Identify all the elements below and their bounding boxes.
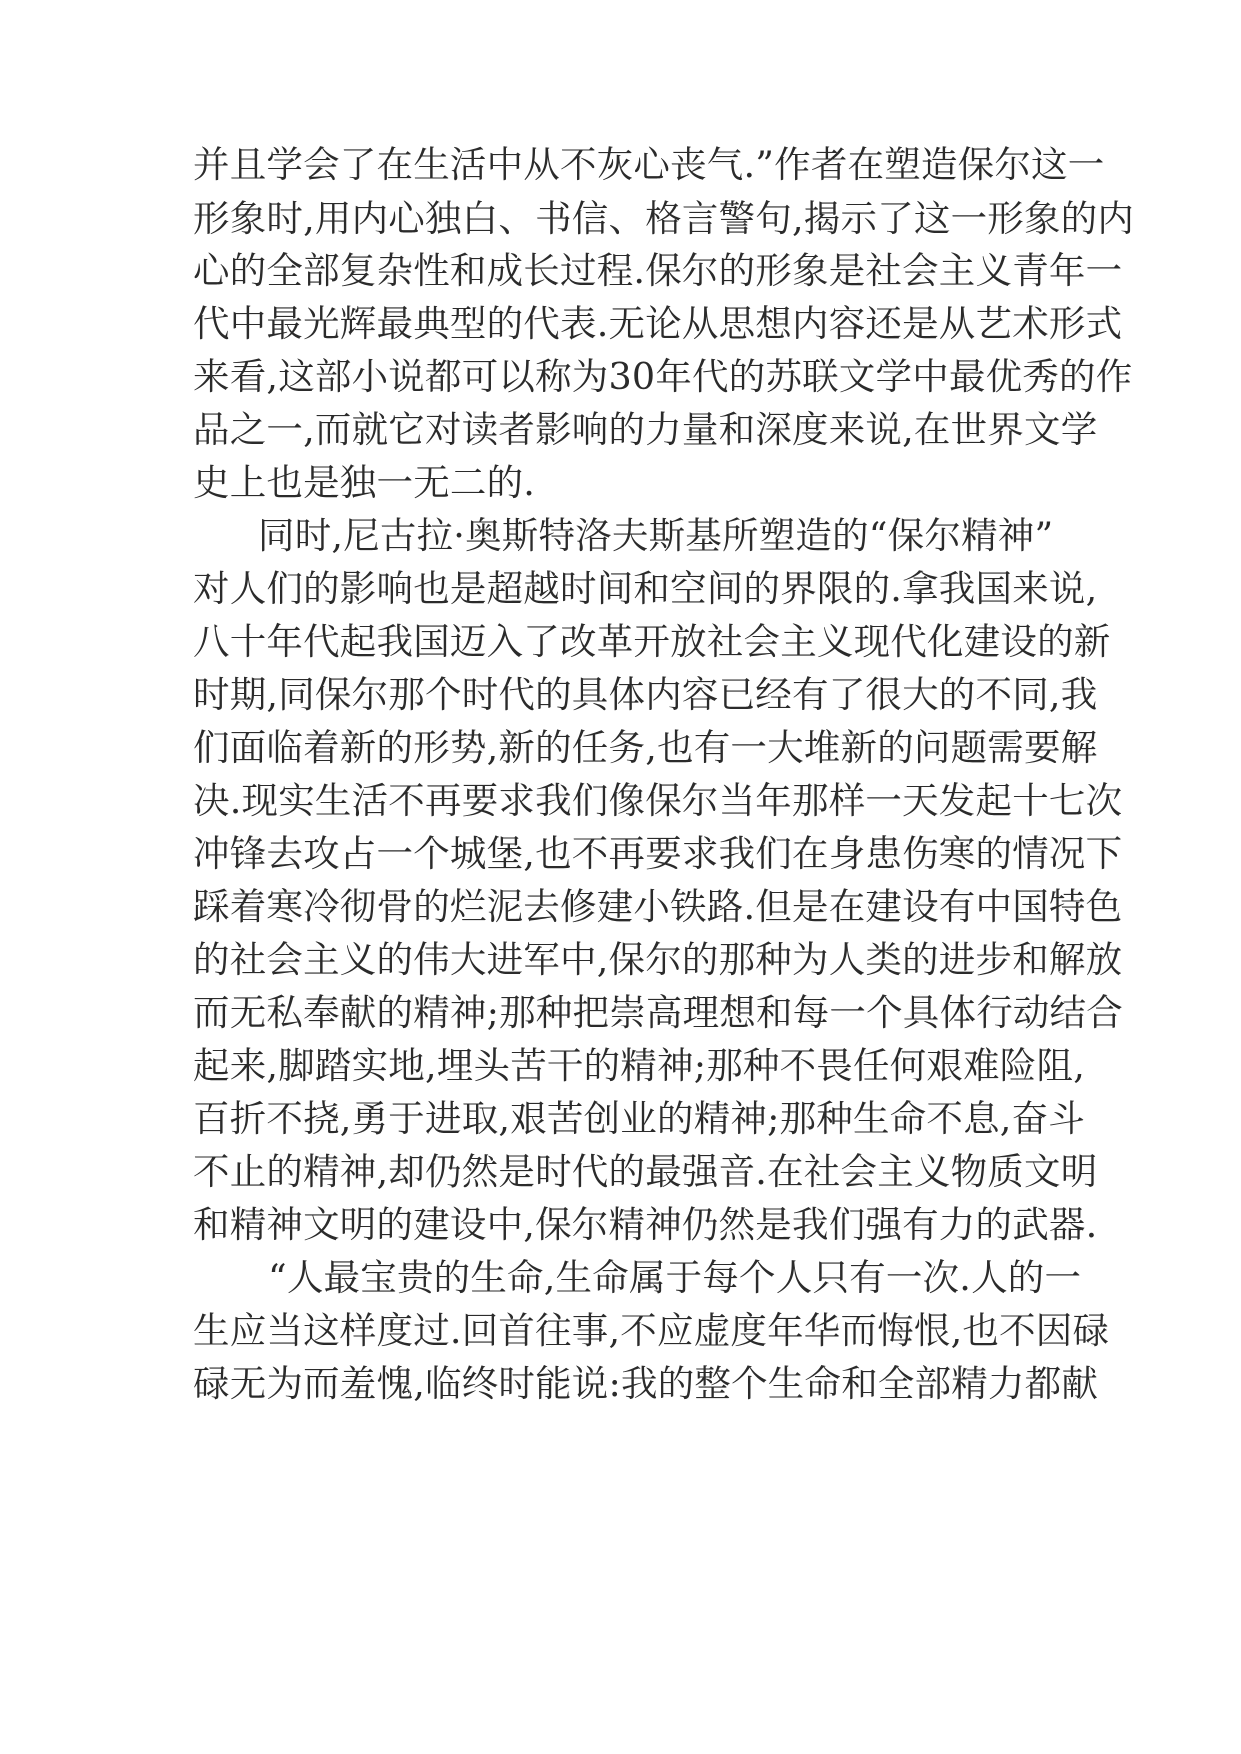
text-line-14: 冲锋去攻占一个城堡,也不再要求我们在身患伤寒的情况下	[193, 832, 1123, 875]
text-line-1: 并且学会了在生活中从不灰心丧气.”作者在塑造保尔这一	[193, 143, 1105, 186]
text-line-4: 代中最光辉最典型的代表.无论从思想内容还是从艺术形式	[193, 302, 1123, 345]
text-line-18: 起来,脚踏实地,埋头苦干的精神;那种不畏任何艰难险阻,	[193, 1044, 1086, 1087]
text-line-6: 品之一,而就它对读者影响的力量和深度来说,在世界文学	[193, 408, 1098, 451]
text-line-5: 来看,这部小说都可以称为30年代的苏联文学中最优秀的作	[193, 355, 1133, 398]
text-line-20: 不止的精神,却仍然是时代的最强音.在社会主义物质文明	[193, 1150, 1098, 1193]
text-line-23: 生应当这样度过.回首往事,不应虚度年华而悔恨,也不因碌	[193, 1309, 1110, 1352]
text-line-19: 百折不挠,勇于进取,艰苦创业的精神;那种生命不息,奋斗	[193, 1097, 1086, 1140]
text-line-7: 史上也是独一无二的.	[193, 461, 536, 504]
paragraph-3-line-1: “人最宝贵的生命,生命属于每个人只有一次.人的一	[268, 1256, 1082, 1299]
text-line-9: 对人们的影响也是超越时间和空间的界限的.拿我国来说,	[193, 567, 1098, 610]
text-line-24: 碌无为而羞愧,临终时能说:我的整个生命和全部精力都献	[193, 1362, 1099, 1405]
text-line-3: 心的全部复杂性和成长过程.保尔的形象是社会主义青年一	[193, 249, 1123, 292]
text-line-15: 踩着寒冷彻骨的烂泥去修建小铁路.但是在建设有中国特色	[193, 885, 1123, 928]
text-line-10: 八十年代起我国迈入了改革开放社会主义现代化建设的新	[193, 620, 1111, 663]
text-line-12: 们面临着新的形势,新的任务,也有一大堆新的问题需要解	[193, 726, 1098, 769]
text-line-17: 而无私奉献的精神;那种把崇高理想和每一个具体行动结合	[193, 991, 1123, 1034]
paragraph-2-line-1: 同时,尼古拉·奥斯特洛夫斯基所塑造的“保尔精神”	[258, 514, 1054, 557]
text-line-13: 决.现实生活不再要求我们像保尔当年那样一天发起十七次	[193, 779, 1123, 822]
text-line-16: 的社会主义的伟大进军中,保尔的那种为人类的进步和解放	[193, 938, 1123, 981]
text-line-11: 时期,同保尔那个时代的具体内容已经有了很大的不同,我	[193, 673, 1098, 716]
text-line-21: 和精神文明的建设中,保尔精神仍然是我们强有力的武器.	[193, 1203, 1098, 1246]
text-line-2: 形象时,用内心独白、书信、格言警句,揭示了这一形象的内	[193, 197, 1135, 240]
